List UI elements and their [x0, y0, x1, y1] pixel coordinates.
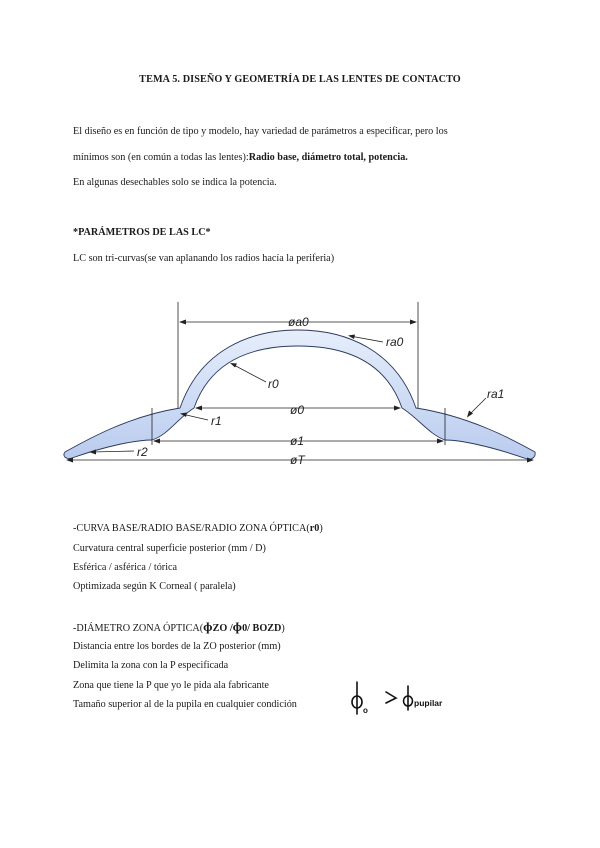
- leader-r0: [232, 364, 266, 382]
- label-r1: r1: [211, 414, 222, 428]
- zo-line-3: Zona que tiene la P que yo le pida ala fabricante: [73, 680, 269, 691]
- zo-line-2: Delimita la zona con la P especificada: [73, 660, 229, 671]
- base-line-2: Esférica / asférica / tórica: [73, 562, 178, 573]
- label-r2: r2: [137, 445, 148, 459]
- base-line-3: Optimizada según K Corneal ( paralela): [73, 581, 236, 592]
- params-line-1: LC son tri-curvas(se van aplanando los radios hacía la periferia): [73, 253, 335, 264]
- greater-than-sign: [386, 692, 396, 703]
- handwritten-note: [348, 680, 458, 720]
- label-phi-0: ø0: [290, 403, 305, 417]
- base-heading-r0: r0: [309, 523, 320, 534]
- arrow: [179, 320, 186, 325]
- zo-line-1: Distancia entre los bordes de la ZO posterior (mm): [73, 641, 281, 652]
- label-r-a0: ra0: [386, 335, 404, 349]
- label-r0: r0: [268, 377, 279, 391]
- zo-heading-bozd: 0/ BOZD: [242, 623, 282, 634]
- phi-icon: ɸ: [203, 619, 213, 634]
- label-phi-t: øT: [290, 453, 305, 467]
- label-phi-1: ø1: [290, 434, 305, 448]
- lens-diagram: [0, 290, 600, 490]
- arrow: [230, 363, 237, 368]
- phi-icon: ɸ: [232, 619, 243, 634]
- base-heading-close: ): [319, 523, 323, 534]
- base-line-1: Curvatura central superficie posterior (mm / D): [73, 543, 266, 554]
- leader-r2: [92, 451, 134, 452]
- intro-line-2-text: mínimos son (en común a todas las lentes):: [73, 152, 249, 163]
- zo-heading-zo: ZO /: [212, 623, 233, 634]
- zo-heading-text: -DIÁMETRO ZONA ÓPTICA(: [73, 623, 204, 634]
- page-title: TEMA 5. DISEÑO Y GEOMETRÍA DE LAS LENTES DE CONTACTO: [139, 74, 461, 85]
- hw-sub-pupilar: pupilar: [414, 698, 443, 708]
- arrow: [195, 406, 202, 411]
- intro-line-1: El diseño es en función de tipo y modelo, hay variedad de parámetros a especificar, pero los: [73, 126, 448, 137]
- intro-line-3: En algunas desechables solo se indica la potencia.: [73, 177, 277, 188]
- base-heading-text: -CURVA BASE/RADIO BASE/RADIO ZONA ÓPTICA(: [73, 523, 310, 534]
- zo-line-4: Tamaño superior al de la pupila en cualquier condición: [73, 699, 297, 710]
- params-heading: *PARÁMETROS DE LAS LC*: [73, 227, 211, 238]
- intro-line-2-bold: Radio base, diámetro total, potencia.: [248, 152, 408, 163]
- zo-heading-close: ): [281, 623, 285, 634]
- arrow: [410, 320, 417, 325]
- intro-line-2: [73, 151, 408, 164]
- arrow: [394, 406, 401, 411]
- label-r-a1: ra1: [487, 387, 505, 401]
- hw-sub-o: o: [363, 706, 368, 715]
- zo-heading: [73, 620, 285, 635]
- base-heading: [73, 522, 323, 535]
- label-phi-a0: øa0: [288, 315, 309, 329]
